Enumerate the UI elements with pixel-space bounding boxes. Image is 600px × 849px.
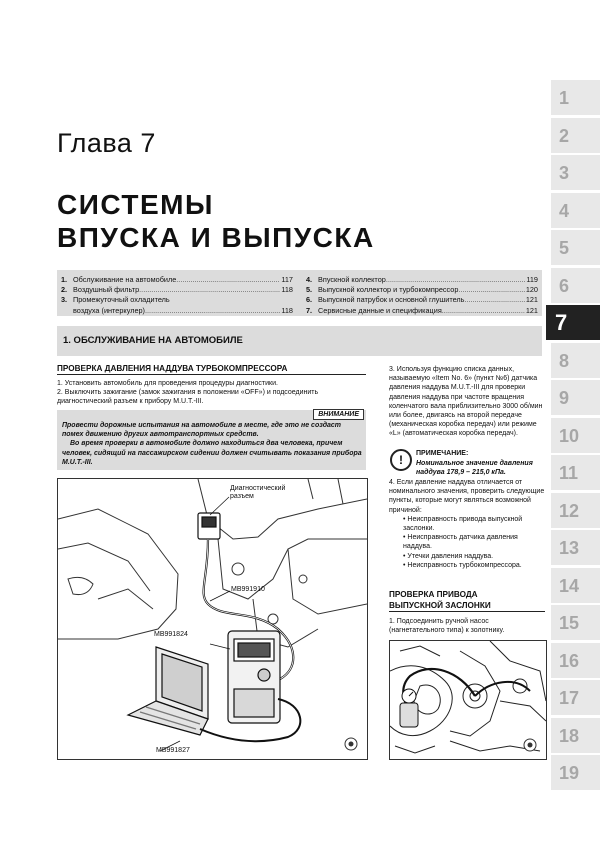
toc-text: Выпускной коллектор и турбокомпрессор — [318, 285, 459, 295]
tab-chapter-15[interactable]: 15 — [551, 605, 600, 641]
tab-chapter-9[interactable]: 9 — [551, 380, 600, 416]
toc-num: 7. — [306, 305, 313, 315]
toc-text: Промежуточный охладитель — [73, 295, 170, 305]
toc-page: 120 — [525, 285, 538, 295]
subhead-line-2: ВЫПУСКНОЙ ЗАСЛОНКИ — [389, 601, 491, 610]
toc-text: Воздушный фильтр — [73, 285, 140, 295]
toc-leader — [145, 306, 280, 316]
toc-leader — [139, 285, 280, 295]
step-4: 4. Если давление наддува отличается от номинального значения, проверить следующие пункты, которые могут являться возможной причиной: — [389, 479, 545, 514]
toc-left-column — [61, 275, 293, 316]
toc-item[interactable] — [61, 285, 293, 295]
note-icon: ! — [390, 449, 412, 471]
label-mb991827: MB991827 — [156, 747, 190, 754]
toc-page: 118 — [281, 285, 293, 295]
tab-chapter-2[interactable]: 2 — [551, 118, 600, 154]
diagnostic-connection-figure — [57, 478, 368, 760]
toc-item[interactable] — [306, 285, 538, 295]
tab-chapter-11[interactable]: 11 — [551, 455, 600, 491]
toc-item[interactable] — [306, 275, 538, 285]
tab-chapter-1[interactable]: 1 — [551, 80, 600, 116]
warning-box — [57, 410, 366, 470]
subsection-heading-wastegate — [389, 589, 545, 612]
label-mb991910: MB991910 — [231, 586, 265, 593]
step-4-block — [389, 478, 545, 570]
toc-text: Сервисные данные и спецификация — [318, 305, 442, 315]
toc-right-column — [306, 275, 538, 316]
toc-text: Обслуживание на автомобиле — [73, 275, 177, 284]
tab-chapter-5[interactable]: 5 — [551, 230, 600, 266]
warning-label: ВНИМАНИЕ — [313, 409, 364, 420]
subhead-line-1: ПРОВЕРКА ПРИВОДА — [389, 590, 478, 599]
note-text: Номинальное значение давления наддува 178,9 – 215,0 кПа. — [416, 460, 533, 476]
toc-page: 121 — [525, 305, 538, 315]
title-line-1: СИСТЕМЫ — [57, 189, 214, 220]
tab-chapter-3[interactable]: 3 — [551, 155, 600, 191]
toc-text: Впускной коллектор — [318, 275, 386, 284]
toc-page: 121 — [525, 295, 538, 305]
tab-chapter-8[interactable]: 8 — [551, 343, 600, 379]
tab-chapter-19[interactable]: 19 — [551, 755, 600, 791]
step-r1: 1. Подсоединить ручной насос (нагнетательного типа) к золотнику. — [389, 618, 505, 635]
chapter-label: Глава 7 — [57, 128, 156, 158]
toc-text: воздуха (интеркулер) — [73, 305, 145, 315]
label-diagnostic-connector: Диагностический разъем — [230, 485, 286, 500]
tab-chapter-14[interactable]: 14 — [551, 568, 600, 604]
title-line-2: ВПУСКА И ВЫПУСКА — [57, 222, 375, 253]
wastegate-illustration — [390, 641, 546, 759]
step-4-bullet: • Неисправность турбокомпрессора. — [403, 561, 522, 569]
toc-leader — [464, 295, 524, 305]
toc-num: 5. — [306, 285, 313, 295]
toc-item[interactable] — [61, 295, 293, 305]
tab-chapter-6[interactable]: 6 — [551, 268, 600, 304]
page-title — [57, 188, 375, 254]
tab-chapter-17[interactable]: 17 — [551, 680, 600, 716]
toc-leader — [386, 275, 526, 285]
tab-chapter-7[interactable]: 7 — [546, 305, 600, 341]
toc-num: 2. — [61, 285, 68, 295]
wastegate-figure — [389, 640, 547, 760]
section-heading: 1. ОБСЛУЖИВАНИЕ НА АВТОМОБИЛЕ — [57, 326, 542, 356]
warning-text — [62, 421, 362, 467]
toc-leader — [442, 306, 525, 316]
tab-chapter-10[interactable]: 10 — [551, 418, 600, 454]
steps-left — [57, 379, 366, 407]
step-4-bullet: • Утечки давления наддува. — [403, 552, 494, 560]
toc-item[interactable] — [61, 306, 293, 316]
toc-page: 118 — [281, 305, 293, 315]
label-mb991824: MB991824 — [154, 631, 188, 638]
note-heading: ПРИМЕЧАНИЕ: — [416, 450, 469, 457]
warning-paragraph-2: Во время проверки в автомобиле должно находиться два человека, причем человек, сидящий на пассажирском сидении должен считывать показания прибора M.U.T.-III. — [62, 440, 362, 466]
step-2: 2. Выключить зажигание (замок зажигания в положении «OFF») и подсоединить диагностический разъем к прибору M.U.T.-III. — [57, 389, 319, 406]
step-4-bullet: • Неисправность датчика давления наддува. — [403, 534, 518, 551]
toc-page: 117 — [281, 275, 293, 284]
tab-chapter-12[interactable]: 12 — [551, 493, 600, 529]
diagnostic-illustration — [58, 479, 367, 759]
tab-chapter-13[interactable]: 13 — [551, 530, 600, 566]
toc-leader — [458, 285, 524, 295]
subsection-heading-boost-check: ПРОВЕРКА ДАВЛЕНИЯ НАДДУВА ТУРБОКОМПРЕССОРА — [57, 364, 366, 375]
step-3: 3. Используя функцию списка данных, называемую «Item No. 6» (пункт №6) датчика давления наддува M.U.T.-III для проверки давления наддува при частоте вращения коленчатого вала приблизительно 3000 об/мин или более, двигаясь на второй передаче (механическая коробка передач) или режиме «L» (автоматическая коробка передач). — [389, 366, 543, 438]
table-of-contents — [57, 270, 542, 316]
toc-num: 3. — [61, 295, 68, 305]
step-1: 1. Установить автомобиль для проведения процедуры диагностики. — [57, 380, 278, 387]
toc-item[interactable] — [61, 275, 293, 285]
toc-page: 119 — [526, 275, 538, 284]
tab-chapter-16[interactable]: 16 — [551, 643, 600, 679]
toc-item[interactable] — [306, 295, 538, 305]
toc-text: Выпускной патрубок и основной глушитель — [318, 295, 465, 305]
warning-paragraph-1: Провести дорожные испытания на автомобиле в месте, где это не создаст помех движению других автотранспортных средств. — [62, 422, 342, 439]
tab-chapter-4[interactable]: 4 — [551, 193, 600, 229]
toc-num: 4. — [306, 275, 313, 284]
tab-chapter-18[interactable]: 18 — [551, 718, 600, 754]
toc-leader — [176, 275, 280, 285]
toc-item[interactable] — [306, 306, 538, 316]
step-4-bullet: • Неисправность привода выпускной заслонки. — [403, 515, 523, 533]
toc-num: 1. — [61, 275, 68, 284]
toc-num: 6. — [306, 295, 313, 305]
